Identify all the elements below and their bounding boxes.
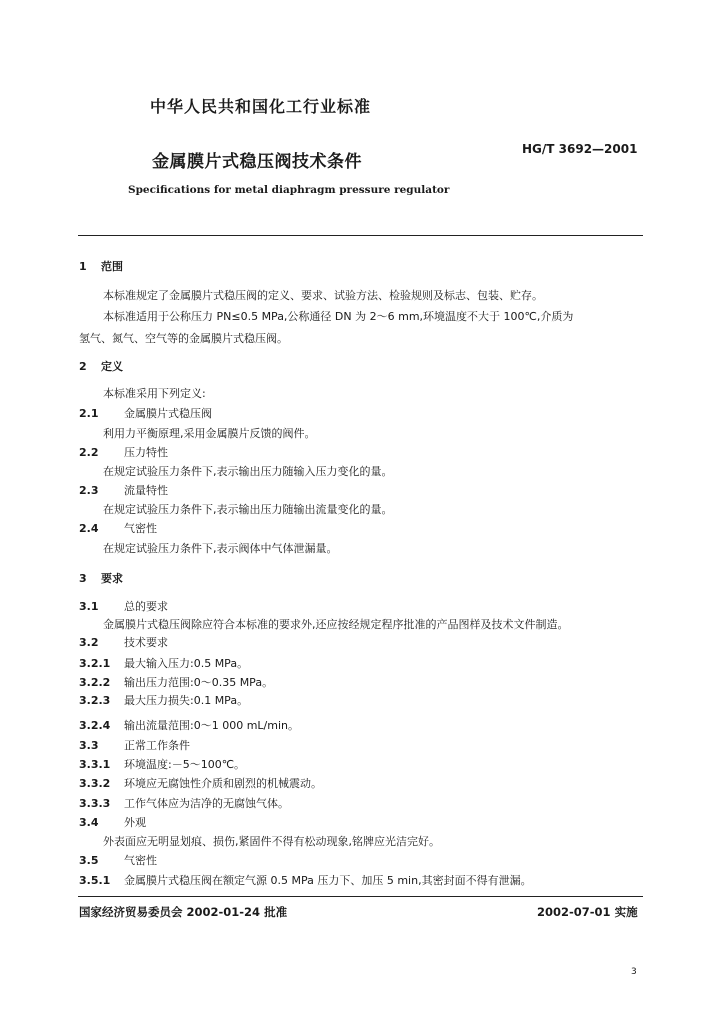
- clause-number: 3.3.3: [79, 797, 111, 810]
- clause-title: 总的要求: [124, 600, 168, 613]
- clause-number: 3.5.1: [79, 874, 111, 887]
- standard-category: 中华人民共和国化工行业标准: [150, 97, 372, 116]
- clause-text: 金属膜片式稳压阀除应符合本标准的要求外,还应按经规定程序批准的产品图样及技术文件制造。: [103, 618, 569, 631]
- clause-number: 3.5: [79, 854, 99, 867]
- clause-heading: [79, 814, 146, 830]
- section-1-heading: [79, 258, 123, 274]
- clause-heading: [79, 405, 212, 421]
- section-2-heading: [79, 358, 123, 374]
- clause-heading: [79, 634, 168, 650]
- clause-heading: [79, 756, 245, 772]
- section-number: 1: [79, 260, 87, 273]
- clause-heading: [79, 444, 168, 460]
- clause-title: 外观: [124, 816, 146, 829]
- clause-heading: [79, 674, 273, 690]
- clause-text: 在规定试验压力条件下,表示阀体中气体泄漏量。: [103, 542, 338, 555]
- clause-number: 3.2.3: [79, 694, 111, 707]
- clause-title: 技术要求: [124, 636, 168, 649]
- clause-title: 最大输入压力:0.5 MPa。: [124, 657, 249, 670]
- clause-text: 利用力平衡原理,采用金属膜片反馈的阀件。: [103, 427, 316, 440]
- clause-number: 3.1: [79, 600, 99, 613]
- clause-number: 3.3.1: [79, 758, 111, 771]
- header-divider: [78, 235, 643, 236]
- implementation-date: 2002-07-01 实施: [537, 905, 638, 919]
- clause-number: 3.3.2: [79, 777, 111, 790]
- clause-title: 正常工作条件: [124, 739, 190, 752]
- clause-title: 流量特性: [124, 484, 168, 497]
- clause-heading: [79, 737, 190, 753]
- clause-heading: [79, 717, 299, 733]
- clause-number: 2.1: [79, 407, 99, 420]
- clause-heading: [79, 852, 157, 868]
- clause-number: 3.3: [79, 739, 99, 752]
- section-title: 范围: [101, 260, 123, 273]
- clause-number: 3.2.4: [79, 719, 111, 732]
- paragraph-continuation: 氢气、氮气、空气等的金属膜片式稳压阀。: [79, 332, 288, 345]
- clause-text: 外表面应无明显划痕、损伤,紧固件不得有松动现象,铭牌应光洁完好。: [103, 835, 440, 848]
- document-title-english: Specifications for metal diaphragm pressure regulator: [128, 184, 450, 196]
- clause-number: 3.2: [79, 636, 99, 649]
- clause-text: 在规定试验压力条件下,表示输出压力随输入压力变化的量。: [103, 465, 393, 478]
- clause-heading: [79, 520, 157, 536]
- page-number: 3: [631, 967, 637, 977]
- clause-heading: [79, 482, 168, 498]
- clause-number: 2.3: [79, 484, 99, 497]
- clause-number: 3.2.1: [79, 657, 111, 670]
- approval-line: 国家经济贸易委员会 2002-01-24 批准: [79, 905, 288, 919]
- section-number: 3: [79, 572, 87, 585]
- standard-number: HG/T 3692—2001: [522, 142, 638, 156]
- clause-title: 金属膜片式稳压阀: [124, 407, 212, 420]
- clause-title: 环境应无腐蚀性介质和剧烈的机械震动。: [124, 777, 322, 790]
- clause-heading: [79, 795, 289, 811]
- clause-title: 气密性: [124, 854, 157, 867]
- section-number: 2: [79, 360, 87, 373]
- section-3-heading: [79, 570, 123, 586]
- clause-title: 气密性: [124, 522, 157, 535]
- paragraph: 本标准适用于公称压力 PN≤0.5 MPa,公称通径 DN 为 2～6 mm,环境温度不大于 100℃,介质为: [103, 310, 574, 323]
- clause-title: 压力特性: [124, 446, 168, 459]
- clause-heading: [79, 598, 168, 614]
- clause-number: 3.4: [79, 816, 99, 829]
- clause-number: 2.4: [79, 522, 99, 535]
- section-title: 要求: [101, 572, 123, 585]
- clause-heading: [79, 655, 248, 671]
- clause-title: 输出流量范围:0～1 000 mL/min。: [124, 719, 299, 732]
- clause-title: 工作气体应为洁净的无腐蚀气体。: [124, 797, 289, 810]
- footer-divider: [78, 896, 643, 897]
- clause-title: 输出压力范围:0～0.35 MPa。: [124, 676, 274, 689]
- clause-number: 2.2: [79, 446, 99, 459]
- paragraph: 本标准规定了金属膜片式稳压阀的定义、要求、试验方法、检验规则及标志、包装、贮存。: [103, 289, 543, 302]
- clause-title: 金属膜片式稳压阀在额定气源 0.5 MPa 压力下、加压 5 min,其密封面不得有泄漏。: [124, 874, 532, 887]
- document-title: 金属膜片式稳压阀技术条件: [152, 152, 362, 172]
- section-title: 定义: [101, 360, 123, 373]
- clause-text: 在规定试验压力条件下,表示输出压力随输出流量变化的量。: [103, 503, 393, 516]
- clause-number: 3.2.2: [79, 676, 111, 689]
- paragraph: 本标准采用下列定义:: [103, 387, 206, 400]
- clause-heading: [79, 775, 322, 791]
- clause-title: 最大压力损失:0.1 MPa。: [124, 694, 249, 707]
- clause-title: 环境温度:－5～100℃。: [124, 758, 246, 771]
- clause-heading: [79, 692, 248, 708]
- clause-heading: [79, 872, 532, 888]
